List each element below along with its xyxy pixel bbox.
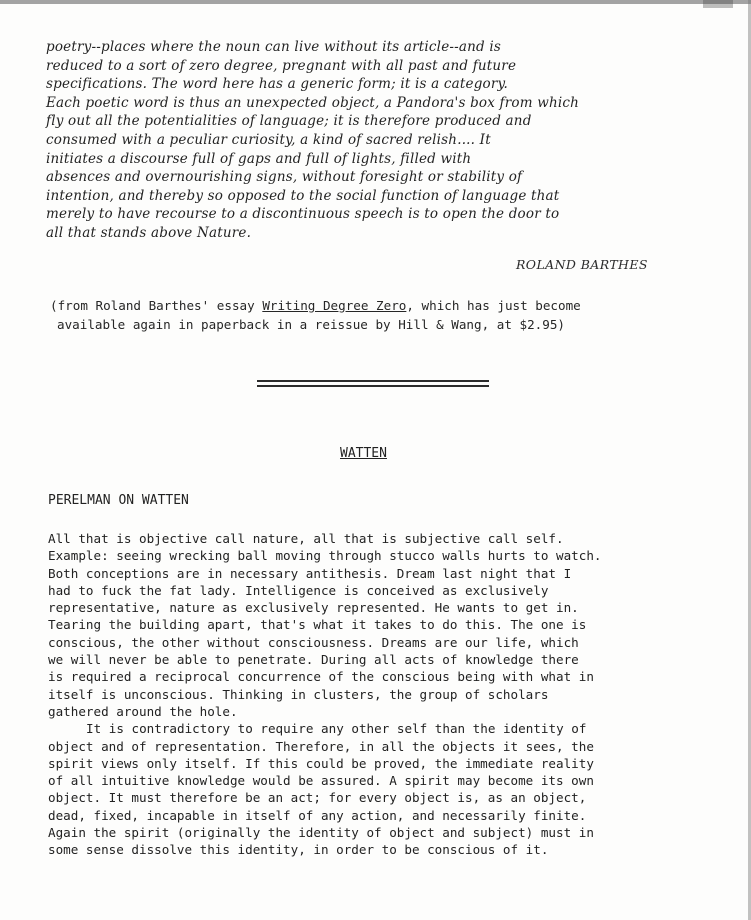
body-line: of all intuitive knowledge would be assured. A spirit may become its own	[48, 773, 594, 789]
barthes-quote	[46, 38, 712, 243]
quote-line: poetry--places where the noun can live without its article--and is	[46, 39, 502, 55]
article-title: PERELMAN ON WATTEN	[48, 493, 189, 508]
body-line: itself is unconscious. Thinking in clusters, the group of scholars	[48, 686, 549, 702]
body-line: representative, nature as exclusively represented. He wants to get in.	[48, 600, 579, 616]
body-line: Example: seeing wrecking ball moving through stucco walls hurts to watch.	[48, 548, 602, 564]
body-line: object and of representation. Therefore, in all the objects it sees, the	[48, 738, 594, 754]
quote-line: initiates a discourse full of gaps and full of lights, filled with	[46, 150, 472, 167]
body-line: spirit views only itself. If this could be proved, the immediate reality	[48, 755, 594, 771]
source-note-prefix: (from Roland Barthes' essay	[50, 298, 263, 313]
article-body	[48, 530, 713, 859]
quote-line: all that stands above Nature.	[46, 224, 252, 241]
body-line: Again the spirit (originally the identity of object and subject) must in	[48, 825, 594, 841]
quote-line: intention, and thereby so opposed to the social function of language that	[46, 187, 560, 204]
source-note-line-1	[50, 296, 700, 315]
source-note-line-2: available again in paperback in a reissue by Hill & Wang, at $2.95)	[57, 317, 565, 332]
body-line: some sense dissolve this identity, in order to be conscious of it.	[48, 842, 549, 858]
quote-line: fly out all the potentialities of language; it is therefore produced and	[46, 113, 532, 130]
body-line: conscious, the other without consciousness. Dreams are our life, which	[48, 634, 579, 650]
quote-line: merely to have recourse to a discontinuous speech is to open the door to	[46, 206, 560, 223]
section-divider	[257, 380, 489, 388]
top-corner-mark	[703, 0, 733, 8]
source-note-suffix: , which has just become	[406, 298, 581, 313]
body-line: dead, fixed, incapable in itself of any action, and necessarily finite.	[48, 807, 587, 823]
quote-line: specifications. The word here has a generic form; it is a category.	[46, 76, 509, 93]
body-line: we will never be able to penetrate. During all acts of knowledge there	[48, 652, 579, 668]
source-note	[50, 296, 700, 334]
body-line: object. It must therefore be an act; for every object is, as an object,	[48, 790, 587, 806]
body-line: Tearing the building apart, that's what it takes to do this. The one is	[48, 617, 587, 633]
body-line: It is contradictory to require any other self than the identity of	[86, 721, 587, 737]
quote-line: consumed with a peculiar curiosity, a kind of sacred relish.... It	[46, 131, 491, 148]
body-line: gathered around the hole.	[48, 703, 238, 719]
top-edge-shadow	[0, 0, 751, 4]
divider-rule-top	[257, 380, 489, 382]
body-line: had to fuck the fat lady. Intelligence is conceived as exclusively	[48, 582, 549, 598]
quote-line: absences and overnourishing signs, without foresight or stability of	[46, 169, 523, 186]
body-line: All that is objective call nature, all that is subjective call self.	[48, 531, 564, 546]
book-title: Writing Degree Zero	[262, 298, 407, 313]
quote-line: Each poetic word is thus an unexpected object, a Pandora's box from which	[46, 94, 580, 111]
divider-rule-bottom	[257, 385, 489, 387]
body-line: Both conceptions are in necessary antithesis. Dream last night that I	[48, 565, 572, 581]
body-line: is required a reciprocal concurrence of the conscious being with what in	[48, 669, 594, 685]
quote-line: reduced to a sort of zero degree, pregnant with all past and future	[46, 57, 517, 74]
section-title: WATTEN	[340, 446, 387, 461]
quote-attribution: ROLAND BARTHES	[516, 257, 648, 272]
